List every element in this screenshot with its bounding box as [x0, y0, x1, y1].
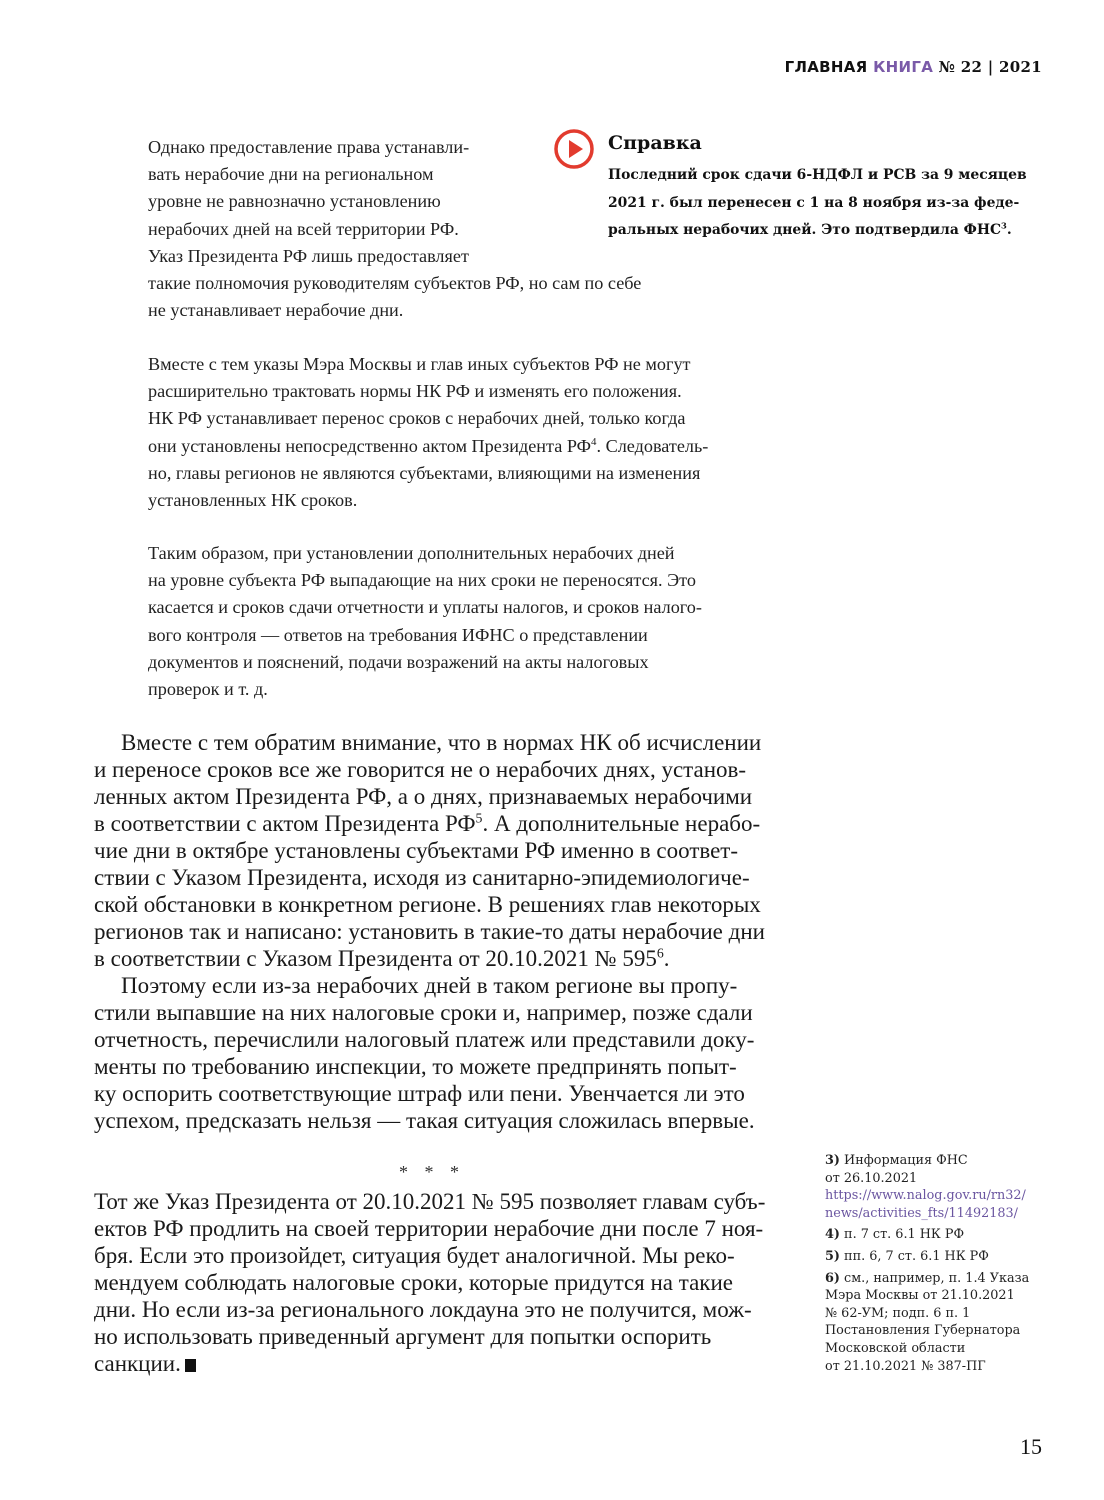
text-line: ствии с Указом Президента, исходя из санитарно-эпидемиологиче-: [94, 865, 750, 890]
text-line: [148, 433, 708, 460]
play-circle-icon: [553, 128, 595, 170]
text-span: .: [1006, 222, 1012, 238]
footnote-text: Информация ФНС: [844, 1153, 968, 1168]
text-line: но, главы регионов не являются субъектами, влияющими на изменения: [148, 462, 701, 483]
footnotes: [825, 1152, 1029, 1379]
text-line: проверок и т. д.: [148, 679, 268, 700]
footnote-text: пп. 6, 7 ст. 6.1 НК РФ: [844, 1248, 989, 1264]
body-paragraph-3: [94, 1188, 770, 1377]
text-span: . Следователь-: [596, 435, 709, 456]
brand-name-part1: ГЛАВНАЯ: [784, 58, 868, 76]
text-line: НК РФ устанавливает перенос сроков с нерабочих дней, только когда: [148, 408, 686, 429]
text-line: Последний срок сдачи 6-НДФЛ и РСВ за 9 месяцев: [608, 167, 1027, 183]
text-line: Поэтому если из-за нерабочих дней в таком регионе вы пропу-: [121, 973, 738, 998]
text-span: . А дополнительные нерабо-: [482, 811, 761, 836]
text-line: на уровне субъекта РФ выпадающие на них сроки не переносятся. Это: [148, 570, 696, 591]
text-line: Однако предоставление права устанавли-: [148, 137, 470, 157]
text-line: и переносе сроков все же говорится не о нерабочих днях, установ-: [94, 757, 747, 782]
running-header: [785, 58, 1042, 76]
footnote-5: [825, 1248, 1029, 1266]
footnote-ref[interactable]: 6: [656, 945, 664, 961]
text-line: Тот же Указ Президента от 20.10.2021 № 595 позволяет главам субъ-: [94, 1189, 766, 1214]
footnote-ref[interactable]: 4: [591, 435, 597, 448]
text-span: в соответствии с Указом Президента от 20.10.2021 № 595: [94, 946, 657, 971]
text-line: стили выпавшие на них налоговые сроки и, например, позже сдали: [94, 1000, 753, 1025]
text-line: регионов так и написано: установить в такие-то даты нерабочие дни: [94, 919, 765, 944]
text-span: санкции.: [94, 1351, 181, 1376]
inset-paragraph-2: [148, 351, 708, 514]
text-line: успехом, предсказать нельзя — такая ситуация сложилась впервые.: [94, 1108, 755, 1133]
text-line: дни. Но если из-за регионального локдауна это не получится, мож-: [94, 1297, 752, 1322]
footnote-text: Мэра Москвы от 21.10.2021: [825, 1288, 1015, 1304]
footnote-text: см., например, п. 1.4 Указа: [844, 1270, 1030, 1286]
footnote-ref[interactable]: 5: [475, 810, 483, 826]
text-line: нерабочих дней на всей территории РФ.: [148, 218, 459, 239]
body-paragraph-1: [94, 729, 770, 972]
issue-number: № 22 | 2021: [938, 58, 1042, 76]
text-line: такие полномочия руководителям субъектов РФ, но сам по себе: [148, 273, 642, 294]
text-line: документов и пояснений, подачи возражений на акты налоговых: [148, 651, 649, 672]
footnote-text: от 21.10.2021 № 387-ПГ: [825, 1358, 986, 1374]
footnote-6: [825, 1270, 1029, 1376]
body-paragraph-2: [94, 972, 770, 1134]
text-line: отчетность, перечислили налоговый платеж или представили доку-: [94, 1027, 755, 1052]
note-body: [608, 162, 1027, 245]
text-line: не устанавливает нерабочие дни.: [148, 300, 404, 321]
text-line: Указ Президента РФ лишь предоставляет: [148, 245, 469, 266]
text-span: они установлены непосредственно актом Президента РФ: [148, 435, 592, 456]
text-line: но использовать приведенный аргумент для попытки оспорить: [94, 1324, 712, 1349]
footnote-text: п. 7 ст. 6.1 НК РФ: [844, 1227, 965, 1243]
text-line: Вместе с тем обратим внимание, что в нормах НК об исчислении: [121, 730, 762, 755]
page-number: 15: [1020, 1434, 1042, 1459]
end-of-article-square-icon: [185, 1359, 196, 1372]
footnote-text: Постановления Губернатора: [825, 1323, 1021, 1339]
footnote-link[interactable]: news/activities_fts/11492183/: [825, 1205, 1018, 1221]
text-line: вого контроля — ответов на требования ИФНС о представлении: [148, 624, 648, 645]
text-line: [608, 217, 1027, 245]
text-line: ектов РФ продлить на своей территории нерабочие дни после 7 ноя-: [94, 1216, 764, 1241]
text-line: ку оспорить соответствующие штраф или пени. Увенчается ли это: [94, 1081, 745, 1106]
footnote-3: [825, 1152, 1029, 1222]
section-separator: * * *: [399, 1162, 465, 1182]
text-line: менты по требованию инспекции, то можете предпринять попыт-: [94, 1054, 737, 1079]
text-line: мендуем соблюдать налоговые сроки, которые придутся на такие: [94, 1270, 733, 1295]
text-line: [94, 945, 770, 972]
text-line: касается и сроков сдачи отчетности и уплаты налогов, и сроков налого-: [148, 597, 702, 618]
footnote-text: № 62-УМ; подп. 6 п. 1: [825, 1305, 971, 1321]
text-line: чие дни в октябре установлены субъектами РФ именно в соответ-: [94, 838, 739, 863]
text-span: .: [663, 946, 670, 971]
text-line: ленных актом Президента РФ, а о днях, признаваемых нерабочими: [94, 784, 753, 809]
text-span: в соответствии с актом Президента РФ: [94, 811, 476, 836]
footnote-number: 4): [825, 1227, 840, 1243]
text-line: уровне не равнозначно установлению: [148, 191, 441, 212]
footnote-number: 5): [825, 1248, 840, 1264]
text-line: расширительно трактовать нормы НК РФ и изменять его положения.: [148, 381, 682, 402]
text-line: [94, 810, 770, 837]
text-span: ральных нерабочих дней. Это подтвердила ФНС: [608, 222, 1002, 238]
note-title: Справка: [608, 132, 702, 154]
footnote-link[interactable]: https://www.nalog.gov.ru/rn32/: [825, 1188, 1026, 1204]
text-line: бря. Если это произойдет, ситуация будет аналогичной. Мы реко-: [94, 1243, 735, 1268]
text-line: Вместе с тем указы Мэра Москвы и глав иных субъектов РФ не могут: [148, 354, 691, 374]
footnote-number: 3): [825, 1153, 840, 1168]
brand-name-part2: КНИГА: [873, 58, 934, 76]
text-line: [94, 1350, 770, 1377]
text-line: 2021 г. был перенесен с 1 на 8 ноября из-за феде-: [608, 194, 1020, 211]
inset-paragraph-3: [148, 540, 702, 703]
text-line: ской обстановки в конкретном регионе. В решениях глав некоторых: [94, 892, 761, 917]
text-line: вать нерабочие дни на региональном: [148, 164, 434, 185]
text-line: установленных НК сроков.: [148, 490, 358, 511]
footnote-text: Московской области: [825, 1340, 966, 1356]
footnote-number: 6): [825, 1270, 840, 1286]
footnote-4: [825, 1226, 1029, 1244]
footnote-text: от 26.10.2021: [825, 1170, 918, 1186]
text-line: Таким образом, при установлении дополнительных нерабочих дней: [148, 543, 675, 563]
footnote-ref[interactable]: 3: [1001, 220, 1007, 231]
